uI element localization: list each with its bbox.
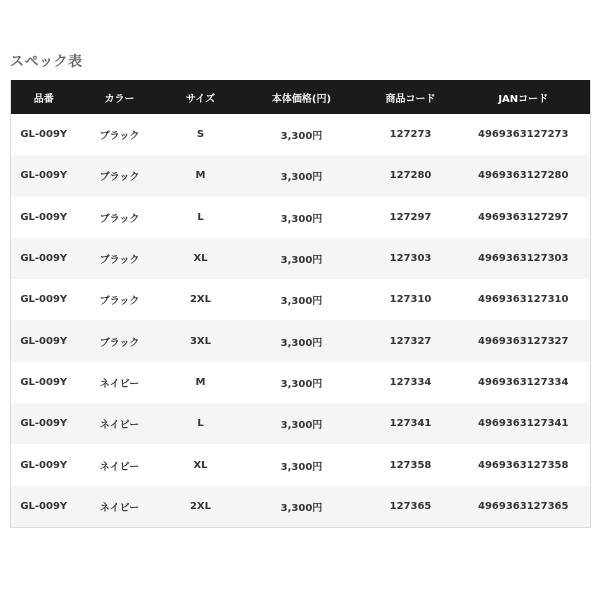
cell-product-code: 127358 <box>365 444 457 485</box>
table-row <box>11 155 591 196</box>
cell-size: XL <box>163 444 239 485</box>
header-price: 本体価格(円) <box>239 80 365 114</box>
header-part-number: 品番 <box>11 80 77 114</box>
table-row <box>11 444 591 485</box>
cell-size: XL <box>163 238 239 279</box>
cell-product-code: 127341 <box>365 403 457 444</box>
cell-jan-code: 4969363127273 <box>457 114 591 155</box>
cell-part-number: GL-009Y <box>11 114 77 155</box>
cell-jan-code: 4969363127334 <box>457 362 591 403</box>
cell-product-code: 127327 <box>365 320 457 361</box>
cell-part-number: GL-009Y <box>11 444 77 485</box>
cell-part-number: GL-009Y <box>11 197 77 238</box>
cell-price: 3,300円 <box>239 155 365 196</box>
spec-table <box>10 80 591 528</box>
cell-jan-code: 4969363127280 <box>457 155 591 196</box>
cell-color: ネイビー <box>77 362 163 403</box>
cell-product-code: 127334 <box>365 362 457 403</box>
cell-product-code: 127365 <box>365 486 457 528</box>
cell-jan-code: 4969363127327 <box>457 320 591 361</box>
cell-color: ブラック <box>77 114 163 155</box>
cell-size: 3XL <box>163 320 239 361</box>
cell-color: ブラック <box>77 155 163 196</box>
cell-jan-code: 4969363127341 <box>457 403 591 444</box>
cell-part-number: GL-009Y <box>11 362 77 403</box>
cell-part-number: GL-009Y <box>11 279 77 320</box>
cell-jan-code: 4969363127365 <box>457 486 591 528</box>
cell-jan-code: 4969363127310 <box>457 279 591 320</box>
cell-jan-code: 4969363127358 <box>457 444 591 485</box>
cell-price: 3,300円 <box>239 403 365 444</box>
table-row <box>11 238 591 279</box>
table-row <box>11 320 591 361</box>
cell-color: ネイビー <box>77 486 163 528</box>
cell-part-number: GL-009Y <box>11 155 77 196</box>
section-title: スペック表 <box>10 54 83 70</box>
cell-price: 3,300円 <box>239 320 365 361</box>
header-color: カラー <box>77 80 163 114</box>
cell-price: 3,300円 <box>239 197 365 238</box>
cell-size: M <box>163 362 239 403</box>
cell-price: 3,300円 <box>239 238 365 279</box>
cell-color: ブラック <box>77 238 163 279</box>
cell-size: L <box>163 197 239 238</box>
cell-size: L <box>163 403 239 444</box>
cell-part-number: GL-009Y <box>11 320 77 361</box>
cell-product-code: 127303 <box>365 238 457 279</box>
table-row <box>11 403 591 444</box>
cell-part-number: GL-009Y <box>11 486 77 528</box>
cell-color: ブラック <box>77 320 163 361</box>
cell-price: 3,300円 <box>239 486 365 528</box>
cell-jan-code: 4969363127297 <box>457 197 591 238</box>
cell-size: M <box>163 155 239 196</box>
table-row <box>11 279 591 320</box>
header-size: サイズ <box>163 80 239 114</box>
cell-part-number: GL-009Y <box>11 238 77 279</box>
table-row <box>11 197 591 238</box>
cell-price: 3,300円 <box>239 444 365 485</box>
cell-product-code: 127297 <box>365 197 457 238</box>
cell-color: ブラック <box>77 197 163 238</box>
cell-size: S <box>163 114 239 155</box>
header-product-code: 商品コード <box>365 80 457 114</box>
cell-product-code: 127280 <box>365 155 457 196</box>
cell-product-code: 127310 <box>365 279 457 320</box>
cell-color: ネイビー <box>77 444 163 485</box>
cell-size: 2XL <box>163 486 239 528</box>
cell-price: 3,300円 <box>239 114 365 155</box>
table-row <box>11 114 591 155</box>
cell-color: ネイビー <box>77 403 163 444</box>
table-row <box>11 362 591 403</box>
cell-size: 2XL <box>163 279 239 320</box>
cell-jan-code: 4969363127303 <box>457 238 591 279</box>
cell-price: 3,300円 <box>239 279 365 320</box>
cell-price: 3,300円 <box>239 362 365 403</box>
cell-part-number: GL-009Y <box>11 403 77 444</box>
table-row <box>11 486 591 528</box>
cell-color: ブラック <box>77 279 163 320</box>
spec-table-header-row <box>11 80 591 114</box>
cell-product-code: 127273 <box>365 114 457 155</box>
header-jan-code: JANコード <box>457 80 591 114</box>
